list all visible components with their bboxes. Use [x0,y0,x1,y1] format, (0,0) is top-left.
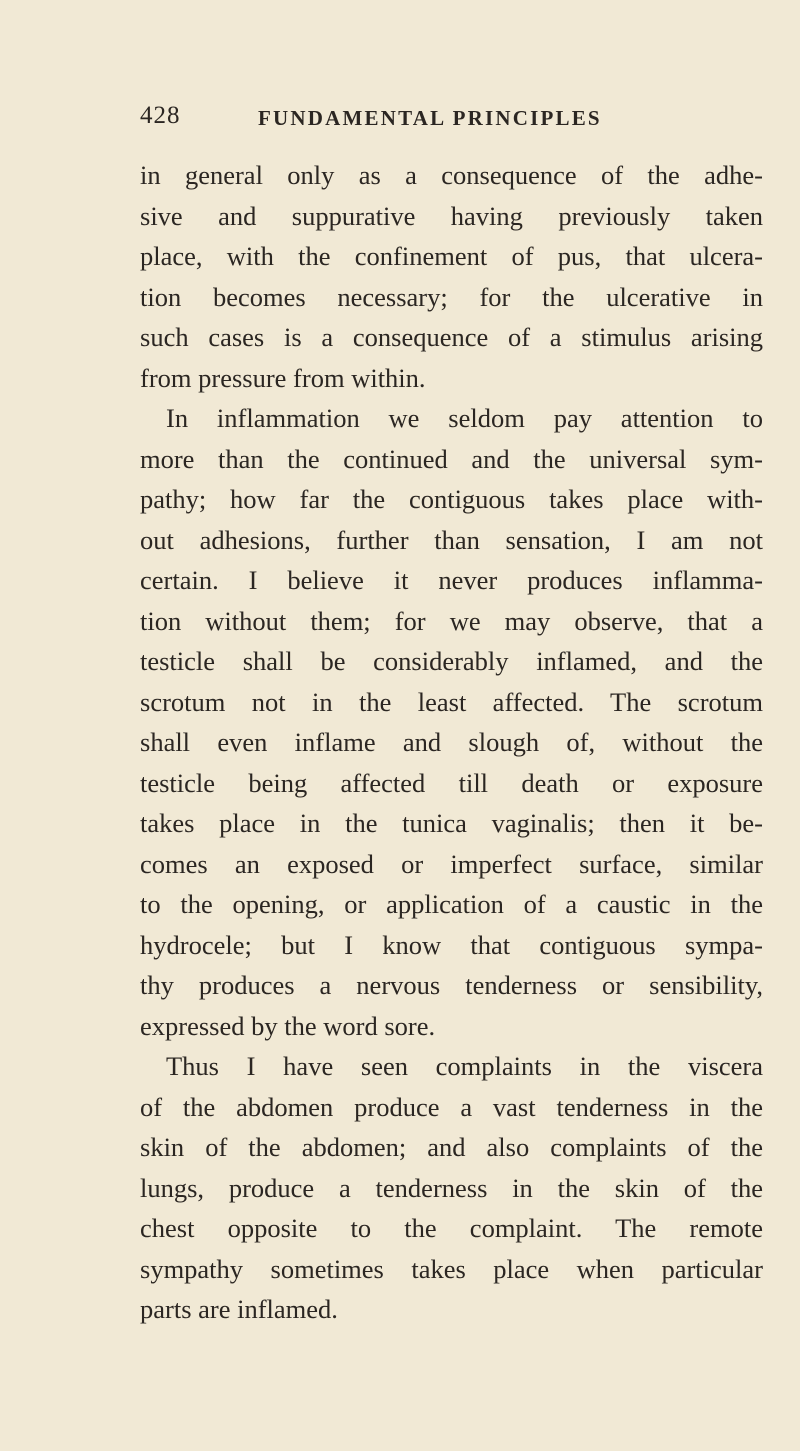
text-line: more than the continued and the universal sym- [140,443,763,474]
text-line: skin of the abdomen; and also complaints of the [140,1132,763,1162]
text-line: sive and suppurative having previously taken [140,200,763,231]
text-line: from pressure from within. [140,362,426,393]
text-line: shall even inflame and slough of, without the [140,727,763,757]
text-line: chest opposite to the complaint. The remote [140,1213,763,1243]
text-line: out adhesions, further than sensation, I am not [140,524,763,555]
text-line: parts are inflamed. [140,1294,338,1324]
text-line: sympathy sometimes takes place when particular [140,1253,763,1284]
text-line: tion becomes necessary; for the ulcerative in [140,281,763,312]
text-line: expressed by the word sore. [140,1010,436,1041]
text-line: comes an exposed or imperfect surface, similar [140,848,763,879]
body-text [140,155,763,1330]
text-line: testicle shall be considerably inflamed, and the [140,646,763,676]
text-line: to the opening, or application of a caustic in the [140,889,763,919]
running-head: FUNDAMENTAL PRINCIPLES [258,106,602,130]
text-line: hydrocele; but I know that contiguous sympa- [140,929,763,960]
text-line: takes place in the tunica vaginalis; then it be- [140,808,763,838]
text-line: tion without them; for we may observe, that a [140,605,763,636]
text-line: such cases is a consequence of a stimulus arising [140,322,763,352]
text-line: Thus I have seen complaints in the viscera [166,1051,763,1081]
text-line: in general only as a consequence of the adhe- [140,160,763,190]
text-line: scrotum not in the least affected. The scrotum [140,686,763,717]
text-line: lungs, produce a tenderness in the skin of the [140,1172,763,1203]
page-number: 428 [140,102,181,129]
text-line: pathy; how far the contiguous takes place with- [140,484,763,514]
text-line: thy produces a nervous tenderness or sensibility, [140,970,763,1000]
text-line: In inflammation we seldom pay attention to [166,403,763,433]
text-line: place, with the confinement of pus, that ulcera- [140,241,763,271]
text-line: testicle being affected till death or exposure [140,767,763,798]
text-line: of the abdomen produce a vast tenderness in the [140,1091,763,1122]
page-header [140,102,780,138]
text-line: certain. I believe it never produces inflamma- [140,565,763,595]
